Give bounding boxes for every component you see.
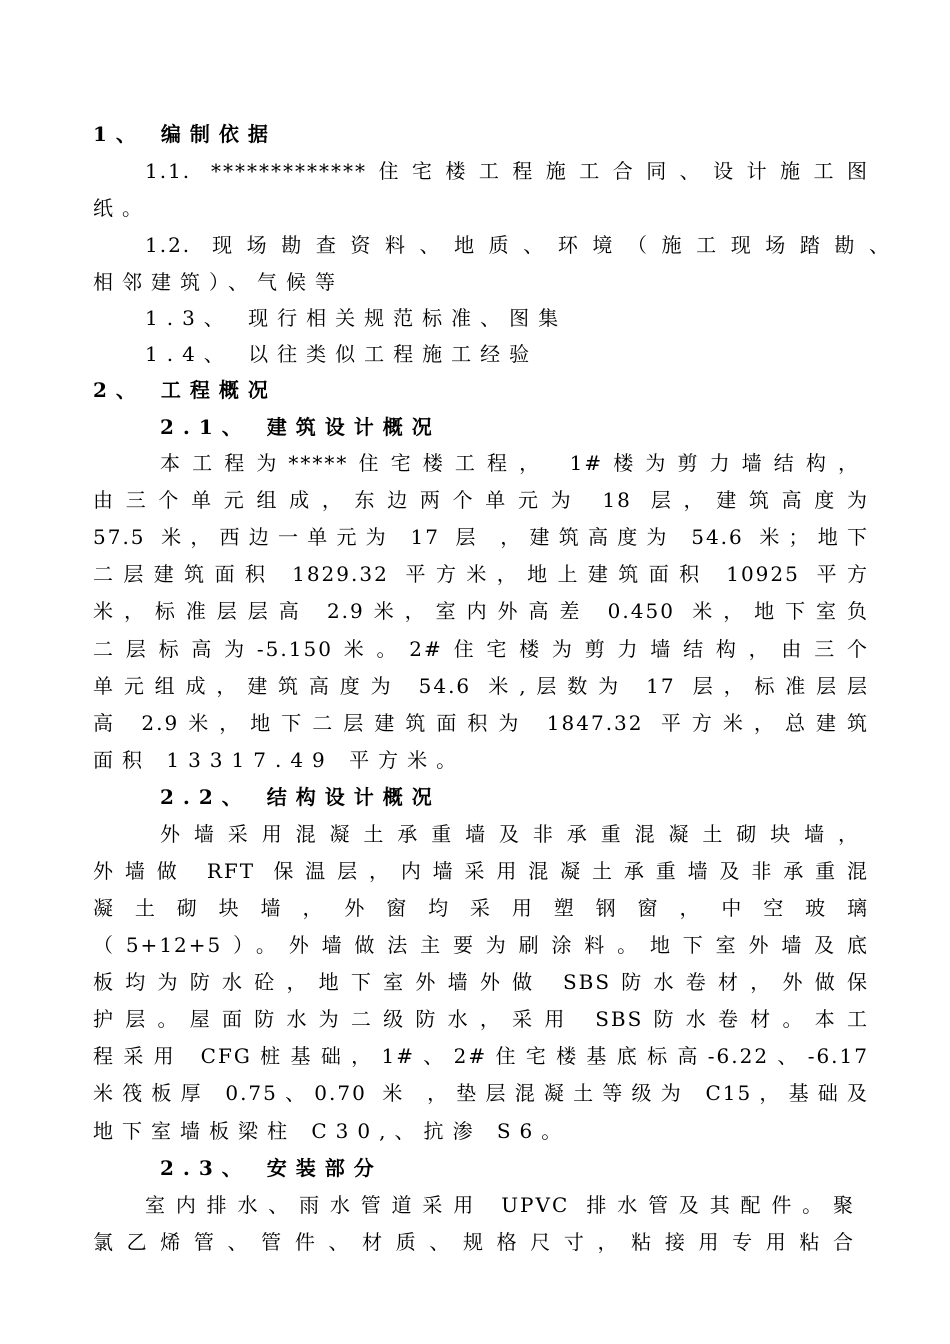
heading-2-1: 2.1、 建筑设计概况 <box>160 415 441 439</box>
heading-2: 2、 工程概况 <box>93 378 277 402</box>
paragraph-line: 地下室墙板梁柱 C30,、抗渗 S6。 <box>93 1119 571 1143</box>
paragraph-line: 米筏板厚 0.75、0.70 米 ，垫层混凝土等级为 C15，基础及 <box>93 1081 869 1105</box>
paragraph-line: 57.5 米，西边一单元为 17 层 ，建筑高度为 54.6 米；地下 <box>93 525 869 549</box>
paragraph-line: 二层标高为-5.150米。2#住宅楼为剪力墙结构，由三个 <box>93 637 869 661</box>
paragraph-line: 外墙采用混凝土承重墙及非承重混凝土砌块墙， <box>160 822 860 846</box>
paragraph-line: 二层建筑面积 1829.32 平方米，地上建筑面积 10925 平方 <box>93 562 869 586</box>
heading-2-3: 2.3、 安装部分 <box>160 1156 383 1180</box>
paragraph-line: 护层。屋面防水为二级防水，采用 SBS防水卷材。本工 <box>93 1007 869 1031</box>
paragraph-line: 纸。 <box>93 196 151 220</box>
paragraph-line: 凝土砌块墙，外窗均采用塑钢窗，中空玻璃 <box>93 896 869 920</box>
paragraph-line: 程采用 CFG桩基础，1#、2#住宅楼基底标高-6.22、-6.17 <box>93 1044 869 1068</box>
paragraph-line: 1.1. *************住宅楼工程施工合同、设计施工图 <box>145 159 869 183</box>
paragraph-line: 板均为防水砼，地下室外墙外做 SBS防水卷材，外做保 <box>93 970 869 994</box>
paragraph-line: 氯乙烯管、管件、材质、规格尺寸，粘接用专用粘合 <box>93 1230 855 1254</box>
paragraph-line: 米，标准层层高 2.9米，室内外高差 0.450 米，地下室负 <box>93 599 869 623</box>
paragraph-line: 由三个单元组成，东边两个单元为 18 层，建筑高度为 <box>93 488 869 512</box>
paragraph-line: 1.3、 现行相关规范标准、图集 <box>145 306 568 330</box>
paragraph-line: 室内排水、雨水管道采用 UPVC 排水管及其配件。聚 <box>145 1193 855 1217</box>
paragraph-line: 相邻建筑）、气候等 <box>93 270 344 294</box>
heading-2-2: 2.2、 结构设计概况 <box>160 785 441 809</box>
paragraph-line: 单元组成，建筑高度为 54.6 米,层数为 17 层，标准层层 <box>93 674 869 698</box>
paragraph-line: 本工程为*****住宅楼工程， 1#楼为剪力墙结构， <box>160 451 860 475</box>
heading-1: 1、 编制依据 <box>93 122 277 146</box>
paragraph-line: （5+12+5）。外墙做法主要为刷涂料。地下室外墙及底 <box>93 933 869 957</box>
paragraph-line: 外墙做 RFT 保温层，内墙采用混凝土承重墙及非承重混 <box>93 859 869 883</box>
paragraph-line: 1.4、 以往类似工程施工经验 <box>145 342 539 366</box>
paragraph-line: 高 2.9米，地下二层建筑面积为 1847.32 平方米，总建筑 <box>93 711 869 735</box>
paragraph-line: 1.2. 现场勘查资料、地质、环境（施工现场踏勘、 <box>145 233 891 257</box>
paragraph-line: 面积 13317.49 平方米。 <box>93 748 466 772</box>
